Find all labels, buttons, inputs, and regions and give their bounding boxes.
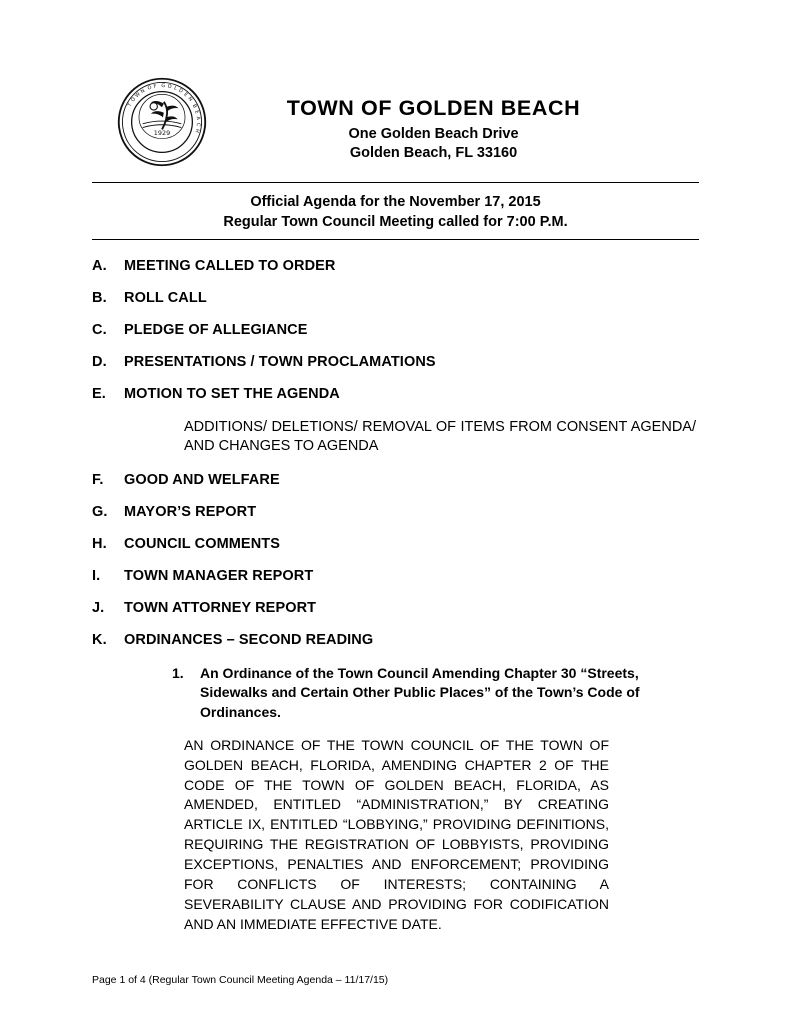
agenda-item-label: GOOD AND WELFARE — [124, 472, 280, 489]
agenda-item — [92, 258, 699, 274]
agenda-item — [92, 322, 699, 338]
svg-text:G: G — [161, 82, 166, 90]
svg-text:F: F — [153, 83, 158, 90]
agenda-item — [92, 632, 699, 648]
agenda-item-letter: F. — [92, 472, 104, 489]
document-header — [92, 74, 699, 168]
agenda-item-letter: K. — [92, 632, 107, 649]
header-divider — [92, 182, 699, 183]
agenda-item-letter: D. — [92, 354, 107, 370]
agenda-item-label: MAYOR’S REPORT — [124, 504, 257, 521]
town-title: TOWN OF GOLDEN BEACH — [286, 96, 581, 120]
agenda-item-letter: A. — [92, 258, 107, 274]
svg-text:A: A — [194, 116, 201, 121]
agenda-heading-line-1: Official Agenda for the November 17, 2015 — [250, 194, 541, 210]
ordinance-sub-item — [172, 664, 697, 722]
svg-text:1929: 1929 — [153, 128, 171, 137]
svg-text:N: N — [186, 96, 194, 103]
agenda-item-letter: C. — [92, 322, 107, 338]
agenda-items-top — [92, 258, 699, 402]
agenda-item — [92, 568, 699, 584]
agenda-item-letter: G. — [92, 504, 108, 521]
agenda-item-label: MOTION TO SET THE AGENDA — [124, 386, 340, 402]
town-address-line-1: One Golden Beach Drive — [348, 126, 519, 142]
agenda-item-label: COUNCIL COMMENTS — [124, 536, 280, 553]
svg-text:O: O — [130, 96, 138, 104]
svg-text:O: O — [146, 84, 153, 92]
agenda-item-label: PRESENTATIONS / TOWN PROCLAMATIONS — [124, 354, 436, 370]
agenda-item-label: MEETING CALLED TO ORDER — [124, 258, 336, 274]
agenda-item-label: TOWN ATTORNEY REPORT — [124, 600, 317, 617]
svg-text:T: T — [126, 102, 134, 108]
agenda-item-label: PLEDGE OF ALLEGIANCE — [124, 322, 308, 338]
ordinance-body-text: AN ORDINANCE OF THE TOWN COUNCIL OF THE TOWN OF GOLDEN BEACH, FLORIDA, AMENDING CHAPTER 2 OF THE CODE OF THE TOWN OF GOLDEN BEACH, FLORIDA, AS AMENDED, ENTITLED “ADMINISTRATION,” BY CREATING ARTICLE IX, ENTITLED “LOBBYING,” PROVIDING DEFINITIONS, REQUIRING THE REGISTRATION OF LOBBYISTS, PROVIDING EXCEPTIONS, PENALTIES AND ENFORCEMENT; PROVIDING FOR CONFLICTS OF INTERESTS; CONTAINING A SEVERABILITY CLAUSE AND PROVIDING FOR CODIFICATION AND AN IMMEDIATE EFFECTIVE DATE. — [184, 736, 609, 932]
town-seal-icon — [116, 76, 208, 168]
agenda-items-bottom — [92, 472, 699, 648]
svg-text:W: W — [134, 91, 142, 100]
agenda-item — [92, 386, 699, 402]
svg-text:D: D — [177, 87, 184, 95]
agenda-item — [92, 504, 699, 520]
title-block — [198, 74, 699, 163]
ordinance-sub-item-number: 1. — [172, 665, 184, 682]
agenda-item-letter: I. — [92, 568, 101, 585]
ordinance-sub-item-text: An Ordinance of the Town Council Amending Chapter 30 “Streets, Sidewalks and Certain Other Public Places” of the Town’s Code of Ordinances. — [200, 665, 640, 720]
svg-text:L: L — [173, 85, 178, 92]
town-address-line-2: Golden Beach, FL 33160 — [349, 145, 518, 162]
agenda-item — [92, 290, 699, 306]
agenda-item-letter: H. — [92, 536, 107, 553]
agenda-item — [92, 354, 699, 370]
svg-text:B: B — [190, 103, 198, 110]
svg-text:N: N — [139, 87, 147, 96]
agenda-item-label: TOWN MANAGER REPORT — [124, 568, 314, 585]
agenda-item-letter: J. — [92, 600, 105, 617]
motion-to-set-agenda-note: ADDITIONS/ DELETIONS/ REMOVAL OF ITEMS FROM CONSENT AGENDA/ AND CHANGES TO AGENDA — [184, 419, 696, 455]
svg-text:E: E — [182, 91, 189, 99]
agenda-item — [92, 472, 699, 488]
page-footer: Page 1 of 4 (Regular Town Council Meeting Agenda – 11/17/15) — [92, 974, 389, 986]
agenda-item — [92, 600, 699, 616]
svg-text:E: E — [193, 109, 200, 115]
agenda-item-letter: E. — [92, 386, 106, 402]
agenda-heading-divider — [92, 239, 699, 240]
svg-text:H: H — [193, 128, 201, 134]
agenda-heading-line-2: Regular Town Council Meeting called for 7:00 P.M. — [223, 214, 568, 230]
svg-text:O: O — [166, 83, 173, 91]
agenda-item — [92, 536, 699, 552]
agenda-item-letter: B. — [92, 290, 107, 306]
agenda-item-label: ROLL CALL — [124, 290, 207, 306]
agenda-item-label: ORDINANCES – SECOND READING — [124, 632, 374, 649]
svg-text:C: C — [194, 122, 201, 127]
